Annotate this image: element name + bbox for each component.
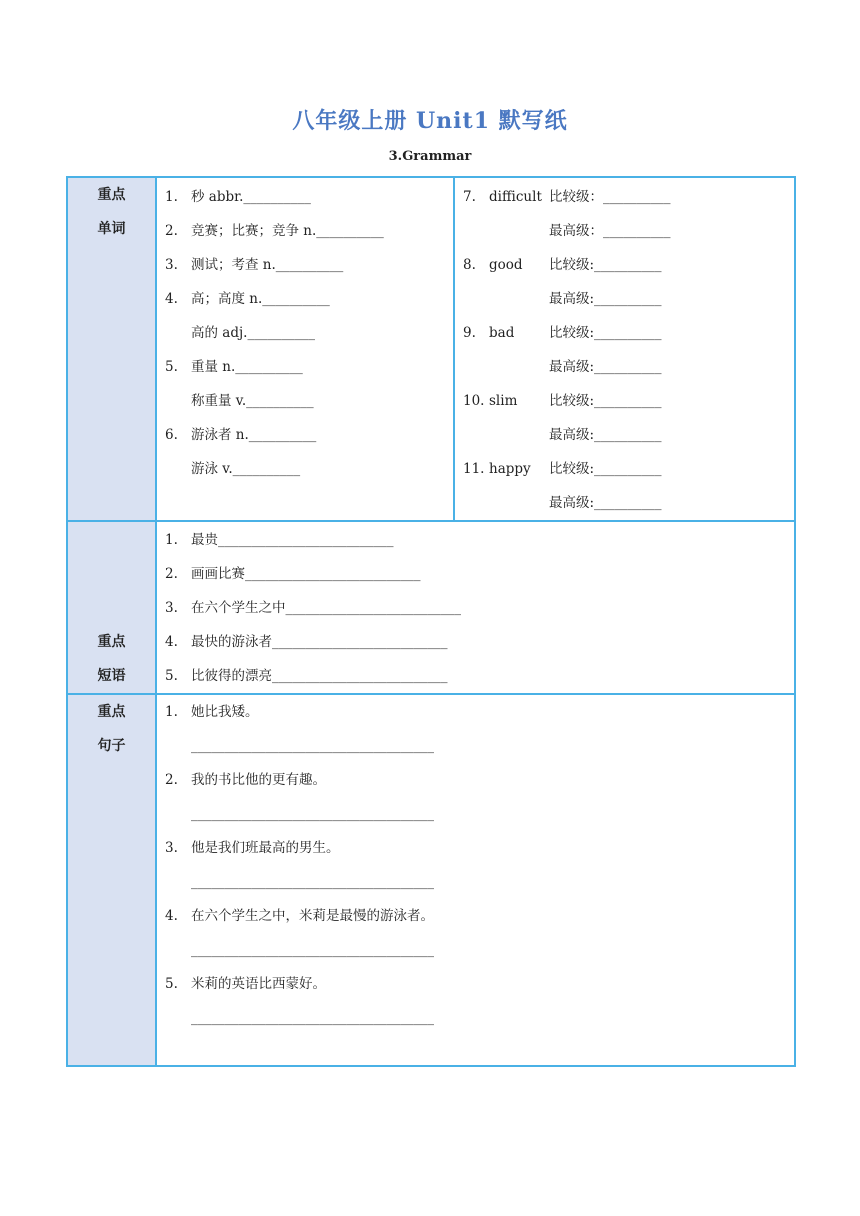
- sentence-answer-line: ____________________________________: [191, 874, 434, 890]
- phrases-column: [156, 521, 795, 694]
- phrases-label-line1: 重点: [97, 634, 126, 650]
- phrase-item: 1. 最贵__________________________: [165, 532, 394, 548]
- word-item: 2. 竞赛；比赛；竞争 n.__________: [165, 223, 384, 239]
- superlative-item: 最高级:__________: [549, 291, 662, 307]
- words-right-column: [454, 177, 795, 521]
- word-item: 高的 adj.__________: [191, 325, 315, 341]
- word-item: 5. 重量 n.__________: [165, 359, 303, 375]
- phrases-label-line2: 短语: [97, 668, 126, 684]
- dictation-table: [66, 176, 796, 1067]
- word-item: 游泳 v.__________: [191, 461, 301, 477]
- word-item: 4. 高；高度 n.__________: [165, 291, 330, 307]
- sentence-item: 2. 我的书比他的更有趣。: [165, 772, 326, 788]
- phrases-label: [67, 521, 156, 694]
- sentence-item: 4. 在六个学生之中，米莉是最慢的游泳者。: [165, 908, 434, 924]
- sentence-answer-line: ____________________________________: [191, 942, 434, 958]
- phrases-section: [67, 521, 795, 694]
- comparative-item: 9. bad 比较级:__________: [463, 325, 662, 341]
- phrase-item: 3. 在六个学生之中__________________________: [165, 600, 461, 616]
- comparative-item: 8. good 比较级:__________: [463, 257, 662, 273]
- sentences-label: [67, 694, 156, 1066]
- phrase-item: 2. 画画比赛__________________________: [165, 566, 421, 582]
- section-subtitle: 3.Grammar: [388, 149, 472, 164]
- sentence-item: 5. 米莉的英语比西蒙好。: [165, 976, 326, 992]
- word-item: 6. 游泳者 n.__________: [165, 427, 317, 443]
- sentences-label-line1: 重点: [97, 704, 126, 720]
- phrase-item: 5. 比彼得的漂亮__________________________: [165, 668, 448, 684]
- comparative-item: 10. slim 比较级:__________: [463, 393, 662, 409]
- phrase-item: 4. 最快的游泳者__________________________: [165, 634, 448, 650]
- word-item: 1. 秒 abbr.__________: [165, 189, 311, 205]
- sentence-answer-line: ____________________________________: [191, 1010, 434, 1026]
- words-left-column: [156, 177, 454, 521]
- comparative-item: 7. difficult 比较级：__________: [463, 189, 671, 205]
- words-label-line2: 单词: [97, 221, 126, 237]
- sentence-item: 1. 她比我矮。: [165, 704, 259, 720]
- words-label-line1: 重点: [97, 187, 126, 203]
- sentences-column: [156, 694, 795, 1066]
- sentences-label-line2: 句子: [97, 738, 126, 754]
- superlative-item: 最高级:__________: [549, 427, 662, 443]
- words-section: [67, 177, 795, 521]
- comparative-item: 11. happy 比较级:__________: [463, 461, 662, 477]
- sentence-item: 3. 他是我们班最高的男生。: [165, 840, 340, 856]
- page-title: 八年级上册 Unit1 默写纸: [292, 108, 568, 134]
- sentence-answer-line: ____________________________________: [191, 738, 434, 754]
- sentences-section: [67, 694, 795, 1066]
- word-item: 称重量 v.__________: [191, 393, 314, 409]
- superlative-item: 最高级：__________: [549, 223, 671, 239]
- word-item: 3. 测试；考查 n.__________: [165, 257, 344, 273]
- words-label: [67, 177, 156, 521]
- superlative-item: 最高级:__________: [549, 359, 662, 375]
- superlative-item: 最高级:__________: [549, 495, 662, 511]
- sentence-answer-line: ____________________________________: [191, 806, 434, 822]
